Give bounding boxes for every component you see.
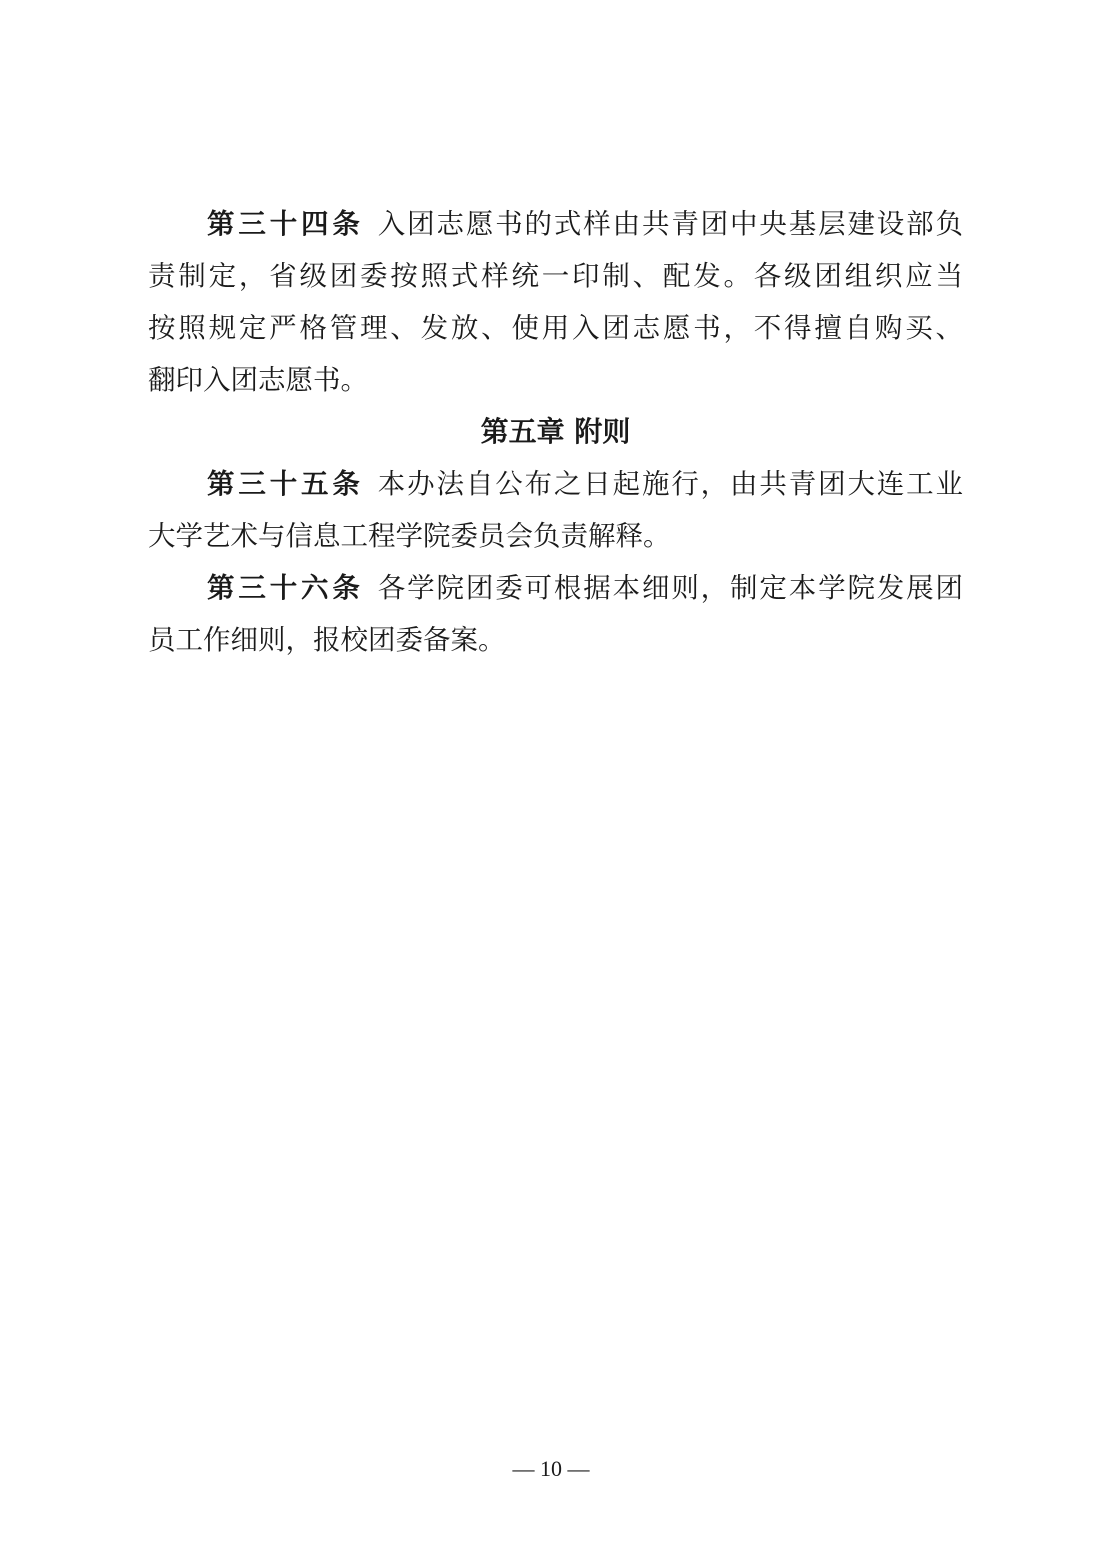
document-body <box>148 198 963 666</box>
article-36-line-1 <box>148 562 963 614</box>
article-label: 第三十六条 <box>207 572 364 604</box>
article-36-line-2: 员工作细则，报校团委备案。 <box>148 624 506 656</box>
chapter-heading: 第五章 附则 <box>480 415 631 448</box>
article-34-line-3: 按照规定严格管理、发放、使用入团志愿书，不得擅自购买、 <box>148 312 963 344</box>
article-34-line-2: 责制定，省级团委按照式样统一印制、配发。各级团组织应当 <box>148 260 963 292</box>
article-text: 入团志愿书的式样由共青团中央基层建设部负 <box>377 208 964 240</box>
article-label: 第三十五条 <box>207 468 364 500</box>
article-34-line-4: 翻印入团志愿书。 <box>148 364 368 396</box>
article-label: 第三十四条 <box>207 208 364 240</box>
article-34-line-1 <box>148 198 963 250</box>
article-35-line-2: 大学艺术与信息工程学院委员会负责解释。 <box>148 520 671 552</box>
article-36 <box>148 562 963 666</box>
page-number: — 10 — <box>512 1456 590 1481</box>
article-text: 本办法自公布之日起施行，由共青团大连工业 <box>377 468 964 500</box>
article-35-line-1 <box>148 458 963 510</box>
article-35 <box>148 458 963 562</box>
article-text: 各学院团委可根据本细则，制定本学院发展团 <box>377 572 964 604</box>
article-34 <box>148 198 963 406</box>
